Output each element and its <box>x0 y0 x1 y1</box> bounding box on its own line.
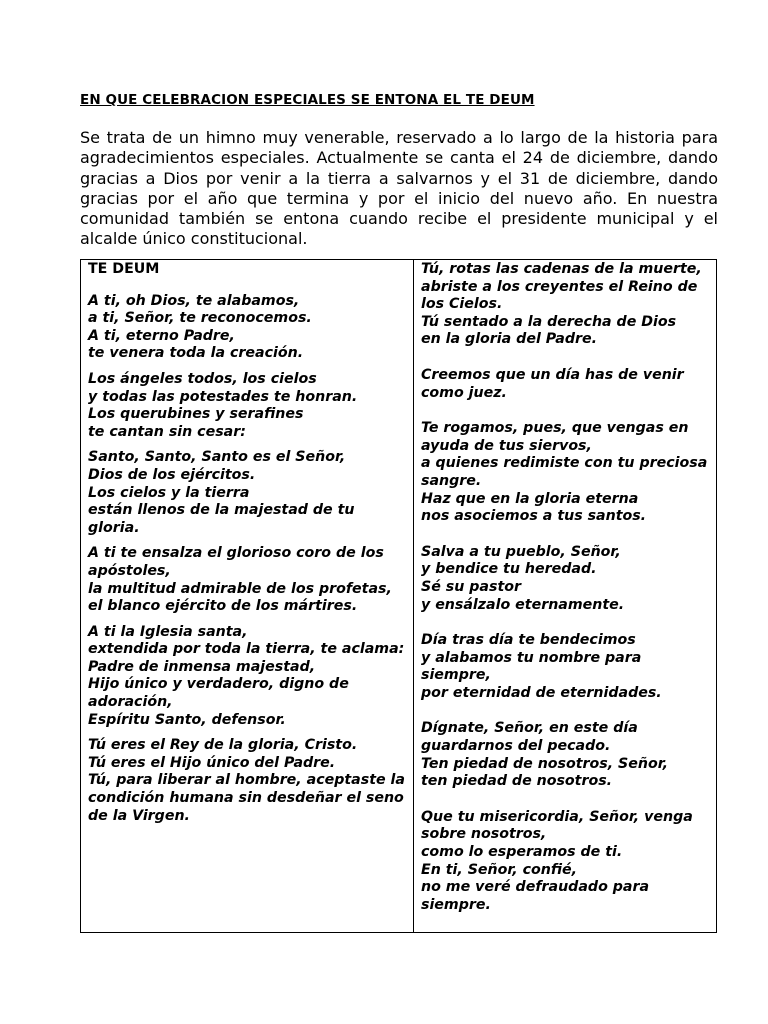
stanza-line: En ti, Señor, confié, <box>421 861 578 878</box>
stanza <box>421 809 709 915</box>
hymn-table <box>80 259 717 933</box>
hymn-row <box>81 260 717 933</box>
stanza-line: Dígnate, Señor, en este día <box>421 720 638 737</box>
stanza-line: Tú sentado a la derecha de Dios <box>421 313 677 330</box>
stanza-line: y alabamos tu nombre para siempre, <box>421 649 642 684</box>
stanza-line: Que tu misericordia, Señor, venga sobre nosotros, <box>421 808 693 843</box>
stanza-line: como lo esperamos de ti. <box>421 844 623 861</box>
stanza-line: Ten piedad de nosotros, Señor, <box>421 755 669 772</box>
stanza-line: por eternidad de eternidades. <box>421 684 662 701</box>
stanza-line: en la gloria del Padre. <box>421 331 597 348</box>
stanza <box>88 624 406 730</box>
stanza-line: Día tras día te bendecimos <box>421 632 636 649</box>
stanza-line: te venera toda la creación. <box>88 345 304 362</box>
stanza-line: A ti, eterno Padre, <box>88 327 235 344</box>
stanza <box>88 293 406 363</box>
right-stanzas <box>421 261 709 914</box>
stanza <box>421 261 709 349</box>
stanza-line: A ti te ensalza el glorioso coro de los apóstoles, <box>88 545 384 579</box>
stanza-line: y ensálzalo eternamente. <box>421 596 625 613</box>
stanza-line: Tú eres el Rey de la gloria, Cristo. <box>88 737 358 754</box>
stanza-line: Los querubines y serafines <box>88 406 304 423</box>
stanza <box>421 420 709 526</box>
stanza-line: extendida por toda la tierra, te aclama: <box>88 641 405 658</box>
stanza-line: no me veré defraudado para siempre. <box>421 879 650 913</box>
hymn-right-column <box>414 260 717 933</box>
stanza <box>421 632 709 702</box>
stanza-line: el blanco ejército de los mártires. <box>88 598 358 615</box>
stanza-line: a quienes redimiste con tu preciosa sangre. <box>421 455 708 489</box>
stanza <box>88 545 406 615</box>
stanza-line: guardarnos del pecado. <box>421 738 611 755</box>
hymn-heading: TE DEUM <box>88 261 160 277</box>
stanza <box>88 371 406 441</box>
stanza <box>421 720 709 790</box>
stanza-line: Te rogamos, pues, que vengas en ayuda de tus siervos, <box>421 420 689 454</box>
stanza-line: Tú, rotas las cadenas de la muerte, abriste a los creyentes el Reino de los Cielos. <box>421 261 702 313</box>
stanza-line: Haz que en la gloria eterna <box>421 490 639 507</box>
document-title: EN QUE CELEBRACION ESPECIALES SE ENTONA EL TE DEUM <box>80 92 535 108</box>
stanza-line: a ti, Señor, te reconocemos. <box>88 310 312 327</box>
stanza-line: A ti, oh Dios, te alabamos, <box>88 292 300 309</box>
stanza-line: Dios de los ejércitos. <box>88 466 256 483</box>
stanza-line: Espíritu Santo, defensor. <box>88 711 286 728</box>
stanza-line: Creemos que un día has de venir como juez. <box>421 366 684 401</box>
stanza-line: A ti la Iglesia santa, <box>88 623 248 640</box>
stanza-line: Los ángeles todos, los cielos <box>88 370 317 387</box>
stanza-line: y todas las potestades te honran. <box>88 388 358 405</box>
stanza-line: nos asociemos a tus santos. <box>421 508 647 525</box>
stanza-line: la multitud admirable de los profetas, <box>88 580 392 597</box>
stanza-line: Hijo único y verdadero, digno de adoración, <box>88 676 349 711</box>
stanza-line: Sé su pastor <box>421 578 521 595</box>
stanza-line: te cantan sin cesar: <box>88 423 246 440</box>
stanza-line: Tú, para liberar al hombre, aceptaste la condición humana sin desdeñar el seno de la Virgen. <box>88 772 405 824</box>
hymn-left-column <box>81 260 414 933</box>
stanza <box>88 737 406 825</box>
intro-paragraph: Se trata de un himno muy venerable, reservado a lo largo de la historia para agradecimientos especiales. Actualmente se canta el 24 de diciembre, dando gracias a Dios por venir a la tierra a salvarnos y el 31 de diciembre, dando gracias por el año que termina y por el inicio del nuevo año. En nuestra comunidad también se entona cuando recibe el presidente municipal y el alcalde único constitucional. <box>80 128 718 249</box>
stanza-line: Padre de inmensa majestad, <box>88 658 316 675</box>
stanza-line: están llenos de la majestad de tu gloria. <box>88 502 355 536</box>
stanza-line: Salva a tu pueblo, Señor, <box>421 543 621 560</box>
stanza-line: ten piedad de nosotros. <box>421 773 613 790</box>
left-stanzas <box>88 293 406 826</box>
stanza-line: Los cielos y la tierra <box>88 484 250 501</box>
stanza-line: y bendice tu heredad. <box>421 561 597 578</box>
stanza <box>88 449 406 537</box>
stanza-line: Santo, Santo, Santo es el Señor, <box>88 449 346 466</box>
stanza-line: Tú eres el Hijo único del Padre. <box>88 754 336 771</box>
stanza <box>421 544 709 614</box>
stanza <box>421 367 709 402</box>
